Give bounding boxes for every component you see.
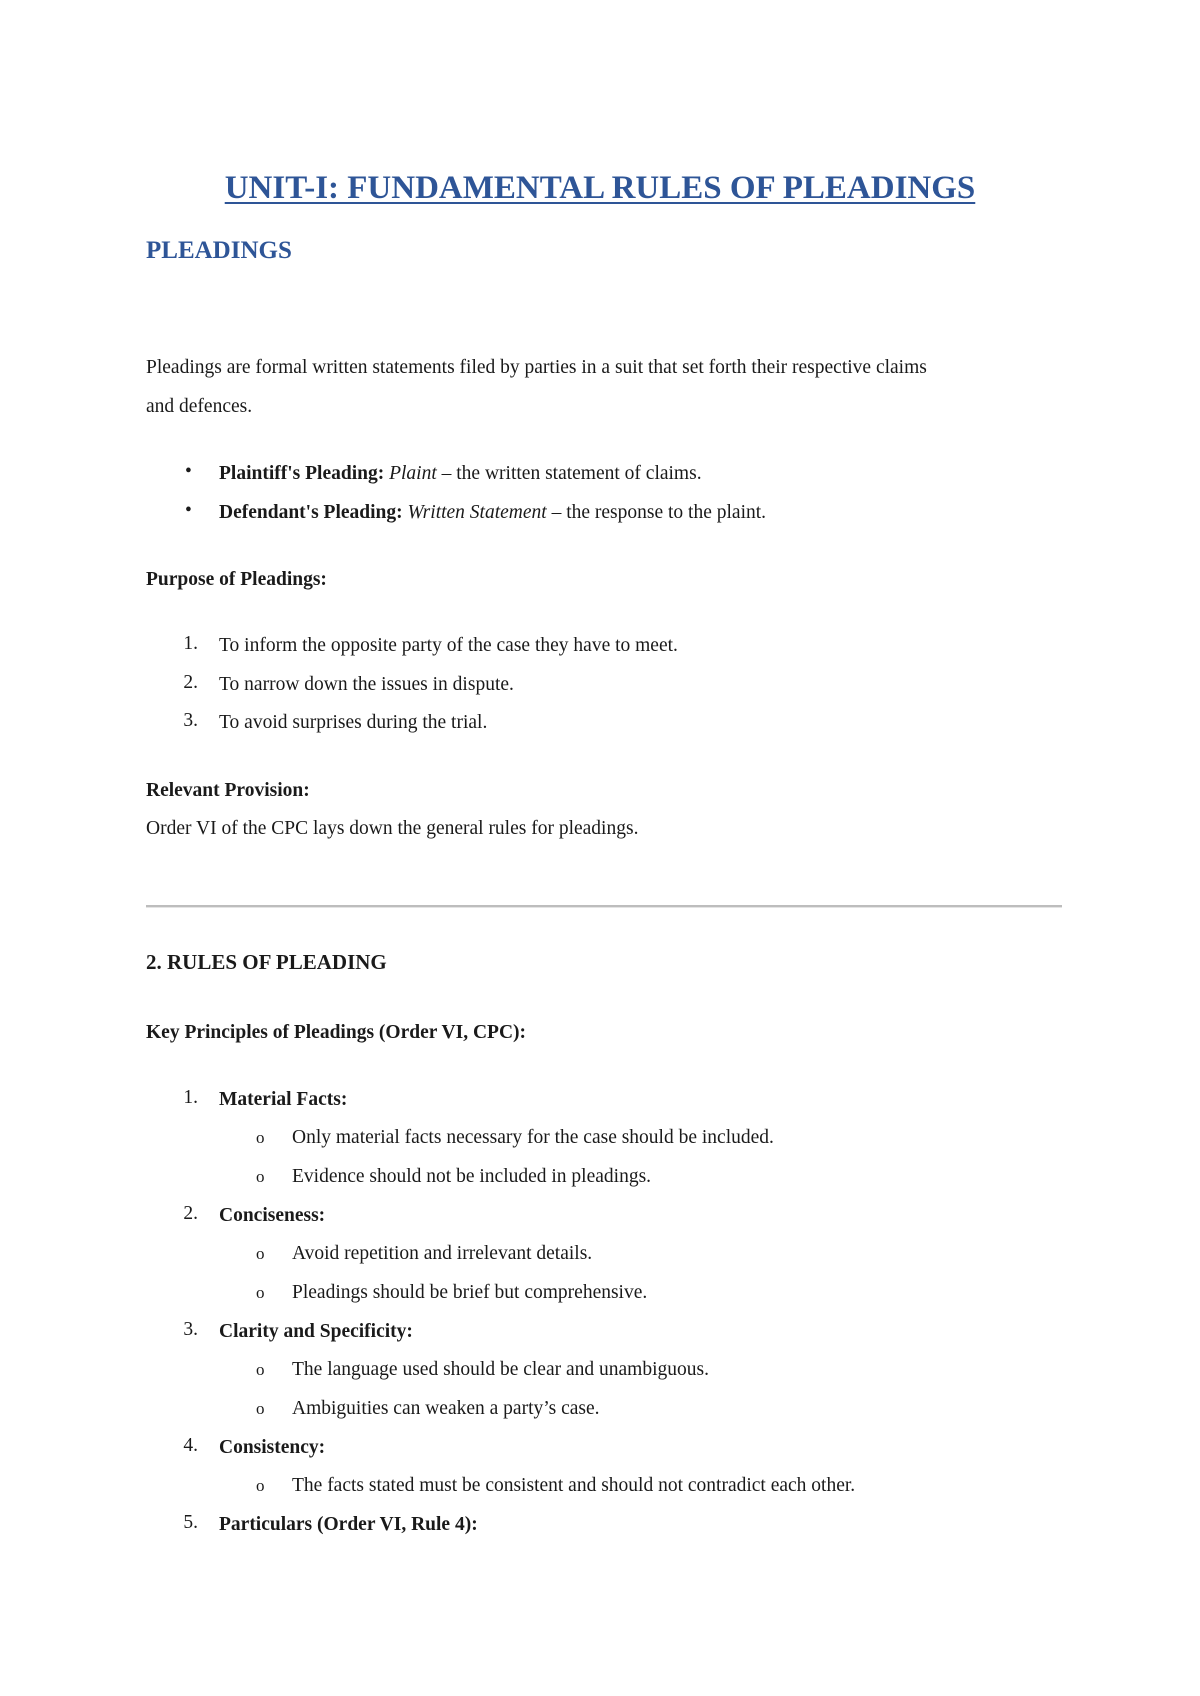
- purpose-heading: Purpose of Pleadings:: [146, 569, 327, 590]
- bullet-icon: •: [185, 500, 192, 521]
- principle-label: Consistency:: [219, 1437, 326, 1458]
- circle-bullet-icon: o: [256, 1167, 265, 1186]
- list-number: 5.: [183, 1512, 198, 1533]
- principle-label: Material Facts:: [219, 1089, 348, 1110]
- list-number: 1.: [183, 633, 198, 654]
- principle-label: Clarity and Specificity:: [219, 1321, 413, 1342]
- bullet-icon: •: [185, 461, 192, 482]
- principle-subitem: Ambiguities can weaken a party’s case.: [292, 1398, 600, 1419]
- circle-bullet-icon: o: [256, 1128, 265, 1147]
- bullet-item-plaintiff: [219, 461, 702, 487]
- key-principles-heading: Key Principles of Pleadings (Order VI, CPC):: [146, 1022, 527, 1043]
- bullet-label: Defendant's Pleading:: [219, 502, 403, 523]
- bullet-text: – the written statement of claims.: [436, 463, 702, 484]
- circle-bullet-icon: o: [256, 1360, 265, 1379]
- purpose-item: To inform the opposite party of the case they have to meet.: [219, 635, 678, 656]
- principle-subitem: Avoid repetition and irrelevant details.: [292, 1243, 593, 1264]
- bullet-item-defendant: [219, 500, 766, 526]
- circle-bullet-icon: o: [256, 1283, 265, 1302]
- section-heading-rules: 2. RULES OF PLEADING: [146, 950, 387, 974]
- principle-subitem: Only material facts necessary for the case should be included.: [292, 1127, 774, 1148]
- bullet-term: Plaint: [389, 463, 437, 484]
- principle-subitem: The facts stated must be consistent and should not contradict each other.: [292, 1475, 856, 1496]
- purpose-item: To narrow down the issues in dispute.: [219, 674, 514, 695]
- horizontal-divider: [146, 905, 1062, 908]
- intro-paragraph-line-1: Pleadings are formal written statements filed by parties in a suit that set forth their respective claims: [146, 357, 927, 378]
- list-number: 2.: [183, 672, 198, 693]
- circle-bullet-icon: o: [256, 1476, 265, 1495]
- list-number: 4.: [183, 1435, 198, 1456]
- bullet-label: Plaintiff's Pleading:: [219, 463, 385, 484]
- provision-text: Order VI of the CPC lays down the general rules for pleadings.: [146, 818, 639, 839]
- section-heading-pleadings: PLEADINGS: [146, 237, 292, 264]
- bullet-term: Written Statement: [407, 502, 547, 523]
- principle-label: Conciseness:: [219, 1205, 326, 1226]
- principle-label: Particulars (Order VI, Rule 4):: [219, 1514, 478, 1535]
- principle-subitem: Evidence should not be included in pleadings.: [292, 1166, 652, 1187]
- bullet-text: – the response to the plaint.: [546, 502, 767, 523]
- intro-paragraph-line-2: and defences.: [146, 396, 253, 417]
- principle-subitem: The language used should be clear and unambiguous.: [292, 1359, 709, 1380]
- page-title: UNIT-I: FUNDAMENTAL RULES OF PLEADINGS: [224, 170, 976, 206]
- provision-heading: Relevant Provision:: [146, 780, 310, 801]
- circle-bullet-icon: o: [256, 1399, 265, 1418]
- list-number: 3.: [183, 710, 198, 731]
- list-number: 1.: [183, 1087, 198, 1108]
- purpose-item: To avoid surprises during the trial.: [219, 712, 488, 733]
- principle-subitem: Pleadings should be brief but comprehensive.: [292, 1282, 648, 1303]
- list-number: 2.: [183, 1203, 198, 1224]
- circle-bullet-icon: o: [256, 1244, 265, 1263]
- list-number: 3.: [183, 1319, 198, 1340]
